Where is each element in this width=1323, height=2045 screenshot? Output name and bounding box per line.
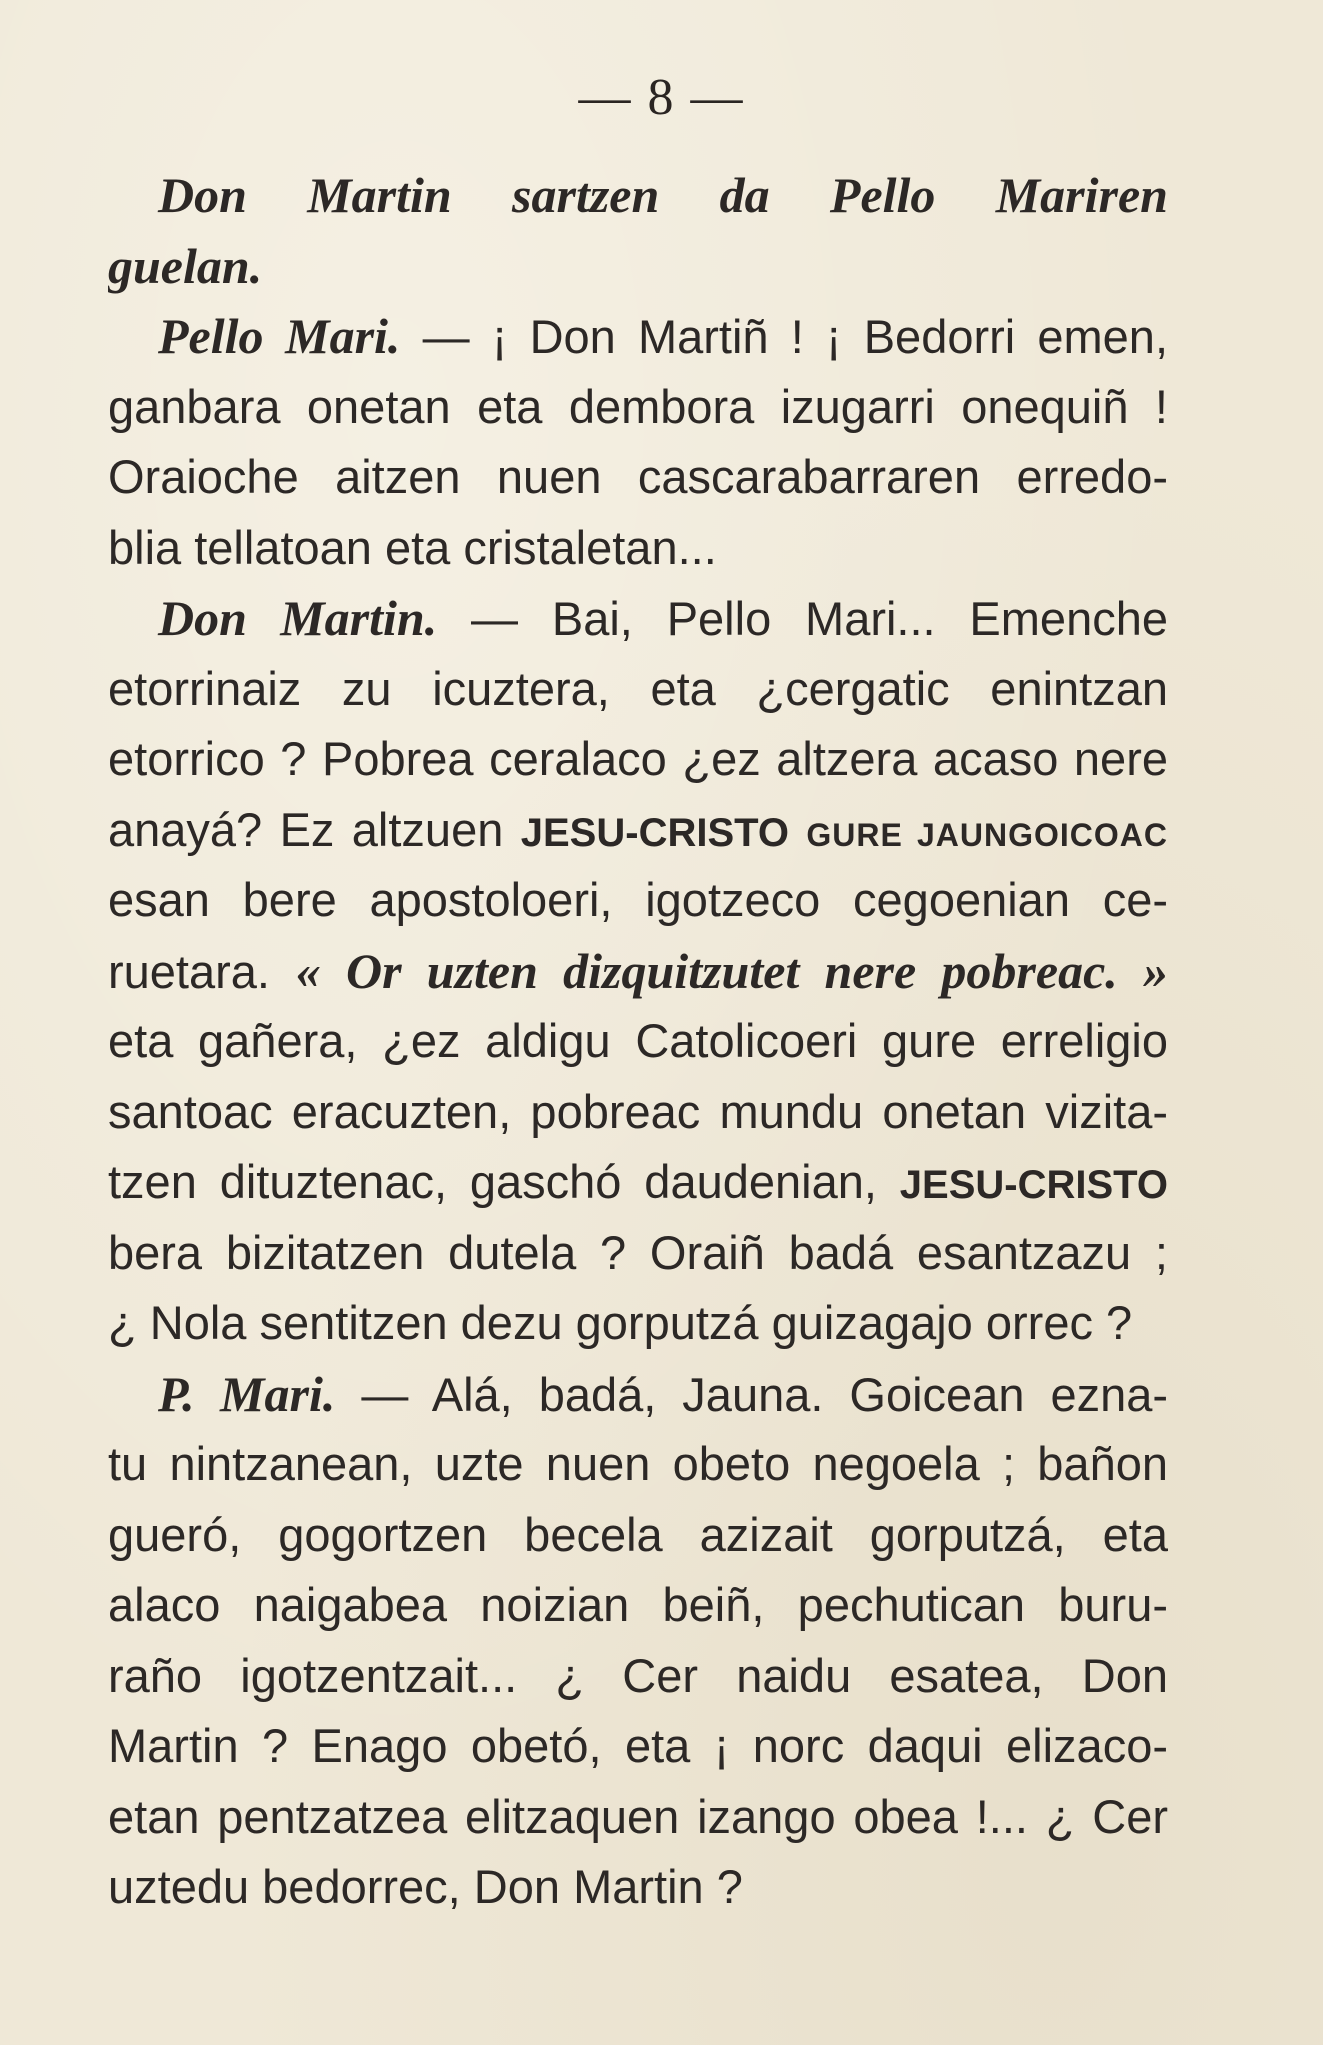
dialogue-line: santoac eracuzten, pobreac mundu onetan vizita- <box>108 1084 1168 1138</box>
dialogue-line: blia tellatoan eta cristaletan... <box>108 520 717 574</box>
dialogue-line: gueró, gogortzen becela azizait gorputzá, eta <box>108 1507 1168 1561</box>
dialogue-line <box>108 936 1168 1007</box>
speaker-name: Don Martin. <box>158 590 438 646</box>
dialogue-line <box>108 301 1168 372</box>
dialogue-line: tu nintzanean, uzte nuen obeto negoela ; bañon <box>108 1437 1168 1490</box>
scene-heading-line-1: Don Martin sartzen da Pello Mariren <box>158 167 1168 223</box>
dialogue-text: — Bai, Pello Mari... Emenche <box>471 592 1168 645</box>
dialogue-line: etorrico ? Pobrea ceralaco ¿ez altzera acaso nere <box>108 732 1168 785</box>
page-number: — 8 — <box>578 69 745 126</box>
dialogue-line: ¿ Nola sentitzen dezu gorputzá guizagajo orrec ? <box>108 1296 1133 1349</box>
dialogue-line: alaco naigabea noizian beiñ, pechutican buru- <box>108 1578 1168 1631</box>
dialogue-line: eta gañera, ¿ez aldigu Catolicoeri gure erreligio <box>108 1014 1168 1067</box>
small-caps-name: JESU-CRISTO <box>520 810 789 855</box>
dialogue-line <box>108 1147 1168 1218</box>
dialogue-text: tzen dituztenac, gaschó daudenian, <box>108 1155 877 1208</box>
dialogue-line: raño igotzentzait... ¿ Cer naidu esatea, Don <box>108 1648 1168 1702</box>
small-caps-name: JESU-CRISTO <box>899 1163 1168 1207</box>
dialogue-line: esan bere apostoloeri, igotzeco cegoenian ce- <box>108 873 1168 926</box>
dialogue-line <box>108 795 1168 866</box>
quotation: « Or uzten dizquitzutet nere pobreac. » <box>295 942 1168 999</box>
speaker-name: Pello Mari. <box>158 308 401 364</box>
dialogue-line: Oraioche aitzen nuen cascarabarraren erredo- <box>108 450 1168 503</box>
dialogue-text: — ¡ Don Martiñ ! ¡ Bedorri emen, <box>422 310 1168 363</box>
dialogue-line <box>108 1359 1168 1430</box>
dialogue-line: uztedu bedorrec, Don Martin ? <box>108 1860 743 1913</box>
dialogue-line <box>108 583 1168 654</box>
dialogue-text: ruetara. <box>108 944 270 998</box>
dialogue-line: ganbara onetan eta dembora izugarri onequiñ ! <box>108 379 1168 433</box>
scene-heading-line-2: guelan. <box>108 237 263 294</box>
speaker-name: P. Mari. <box>158 1365 336 1422</box>
dialogue-text: anayá? Ez altzuen <box>108 802 504 856</box>
dialogue-line: etorrinaiz zu icuztera, eta ¿cergatic enintzan <box>108 661 1168 715</box>
body-text <box>108 160 1168 1923</box>
dialogue-line: Martin ? Enago obetó, eta ¡ norc daqui elizaco- <box>108 1719 1168 1772</box>
dialogue-line: bera bizitatzen dutela ? Oraiñ badá esantzazu ; <box>108 1225 1168 1279</box>
dialogue-line: etan pentzatzea elitzaquen izango obea !... ¿ Cer <box>108 1789 1168 1843</box>
small-caps-name: GURE JAUNGOICOAC <box>806 816 1168 853</box>
dialogue-text: — Alá, badá, Jauna. Goicean ezna- <box>361 1367 1168 1421</box>
